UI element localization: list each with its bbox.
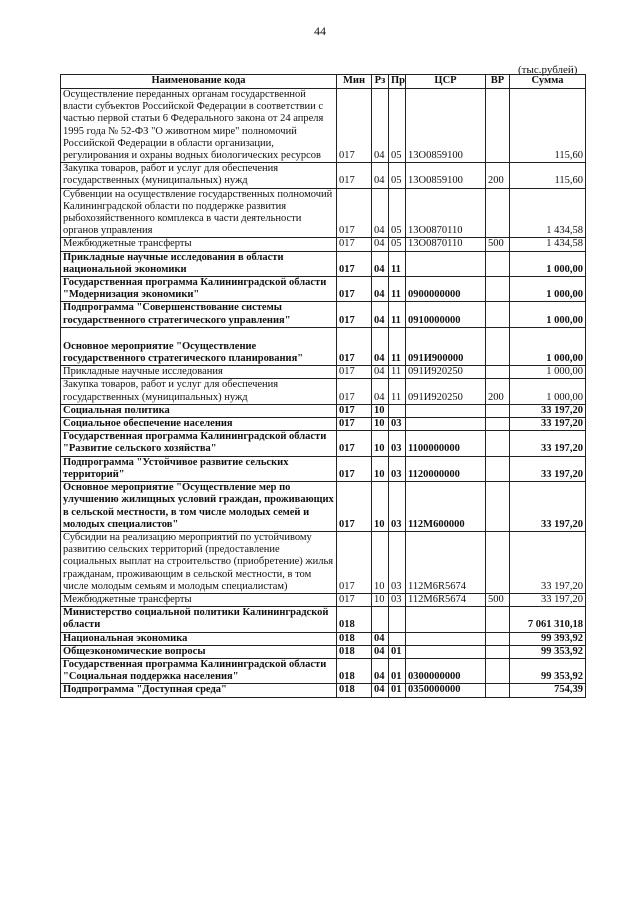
cell-sum: 1 000,00 <box>510 302 586 327</box>
table-row <box>61 456 586 481</box>
cell-rz: 04 <box>372 684 389 697</box>
cell-csr <box>406 607 486 632</box>
cell-pr: 03 <box>389 418 406 431</box>
cell-min: 017 <box>337 238 372 251</box>
table-row <box>61 404 586 417</box>
header-name: Наименование кода <box>61 75 337 89</box>
cell-rz: 10 <box>372 531 389 593</box>
cell-rz: 10 <box>372 593 389 606</box>
cell-csr: 112М6R5674 <box>406 531 486 593</box>
cell-csr: 0900000000 <box>406 277 486 302</box>
cell-vr: 500 <box>486 593 510 606</box>
cell-name: Государственная программа Калининградской области "Модернизация экономики" <box>61 277 337 302</box>
cell-name: Социальная политика <box>61 404 337 417</box>
cell-sum: 33 197,20 <box>510 482 586 532</box>
cell-csr <box>406 645 486 658</box>
cell-csr: 112М6R5674 <box>406 593 486 606</box>
cell-sum: 33 197,20 <box>510 404 586 417</box>
cell-vr <box>486 188 510 238</box>
cell-min: 017 <box>337 188 372 238</box>
cell-rz: 04 <box>372 366 389 379</box>
cell-vr: 200 <box>486 163 510 188</box>
table-row <box>61 482 586 532</box>
cell-sum: 1 000,00 <box>510 366 586 379</box>
cell-rz: 04 <box>372 327 389 365</box>
table-row <box>61 188 586 238</box>
page-number: 44 <box>314 24 326 38</box>
cell-min: 017 <box>337 456 372 481</box>
cell-rz: 04 <box>372 89 389 163</box>
cell-sum: 99 393,92 <box>510 632 586 645</box>
cell-pr: 03 <box>389 456 406 481</box>
table-row <box>61 531 586 593</box>
cell-vr <box>486 302 510 327</box>
cell-pr: 05 <box>389 188 406 238</box>
cell-csr <box>406 251 486 276</box>
cell-vr <box>486 404 510 417</box>
cell-name: Подпрограмма "Совершенствование системы государственного стратегического управления" <box>61 302 337 327</box>
cell-pr: 03 <box>389 593 406 606</box>
table-row <box>61 431 586 456</box>
cell-sum: 115,60 <box>510 163 586 188</box>
cell-min: 017 <box>337 431 372 456</box>
header-sum: Сумма <box>510 75 586 89</box>
cell-rz: 04 <box>372 163 389 188</box>
cell-csr <box>406 418 486 431</box>
cell-rz: 04 <box>372 658 389 683</box>
cell-name: Осуществление переданных органам государственной власти субъектов Российской Федерации в соответствии с частью первой статьи 6 Федерального закона от 24 апреля 1995 года № 52-ФЗ "О животном мире" полномочий Российской Федерации в области организации, регулирования и охраны водных биологических ресурсов <box>61 89 337 163</box>
cell-rz: 10 <box>372 456 389 481</box>
cell-pr: 11 <box>389 379 406 404</box>
cell-csr: 13О0870110 <box>406 188 486 238</box>
table-row <box>61 251 586 276</box>
cell-pr: 11 <box>389 327 406 365</box>
cell-pr: 05 <box>389 238 406 251</box>
cell-pr: 03 <box>389 431 406 456</box>
cell-sum: 1 000,00 <box>510 251 586 276</box>
table-row <box>61 302 586 327</box>
cell-rz: 04 <box>372 379 389 404</box>
cell-name: Государственная программа Калининградской области "Развитие сельского хозяйства" <box>61 431 337 456</box>
table-row <box>61 89 586 163</box>
cell-csr: 091И920250 <box>406 379 486 404</box>
cell-rz: 10 <box>372 482 389 532</box>
cell-rz: 10 <box>372 418 389 431</box>
cell-min: 017 <box>337 163 372 188</box>
budget-table <box>60 74 586 698</box>
cell-pr: 11 <box>389 366 406 379</box>
cell-csr: 0910000000 <box>406 302 486 327</box>
cell-pr: 01 <box>389 658 406 683</box>
header-vr: ВР <box>486 75 510 89</box>
cell-min: 017 <box>337 89 372 163</box>
cell-sum: 115,60 <box>510 89 586 163</box>
cell-pr: 05 <box>389 163 406 188</box>
cell-min: 017 <box>337 418 372 431</box>
table-row <box>61 327 586 365</box>
cell-sum: 99 353,92 <box>510 645 586 658</box>
cell-vr <box>486 607 510 632</box>
cell-sum: 1 434,58 <box>510 188 586 238</box>
cell-sum: 7 061 310,18 <box>510 607 586 632</box>
cell-min: 018 <box>337 658 372 683</box>
cell-vr <box>486 456 510 481</box>
cell-min: 017 <box>337 251 372 276</box>
cell-name: Прикладные научные исследования в области национальной экономики <box>61 251 337 276</box>
cell-name: Социальное обеспечение населения <box>61 418 337 431</box>
cell-min: 018 <box>337 684 372 697</box>
cell-sum: 33 197,20 <box>510 418 586 431</box>
table-row <box>61 277 586 302</box>
cell-min: 017 <box>337 531 372 593</box>
cell-name: Подпрограмма "Доступная среда" <box>61 684 337 697</box>
cell-csr: 0350000000 <box>406 684 486 697</box>
cell-min: 017 <box>337 277 372 302</box>
cell-min: 017 <box>337 482 372 532</box>
table-row <box>61 418 586 431</box>
cell-sum: 1 000,00 <box>510 277 586 302</box>
cell-vr <box>486 251 510 276</box>
cell-pr: 03 <box>389 482 406 532</box>
cell-name: Субсидии на реализацию мероприятий по устойчивому развитию сельских территорий (предоставление социальных выплат на строительство (приобретение) жилья гражданам, проживающим в сельской местности, в том числе молодым семьям и молодым специалистам) <box>61 531 337 593</box>
cell-name: Межбюджетные трансферты <box>61 238 337 251</box>
cell-sum: 33 197,20 <box>510 431 586 456</box>
cell-csr: 091И900000 <box>406 327 486 365</box>
header-pr: Пр <box>389 75 406 89</box>
cell-name: Межбюджетные трансферты <box>61 593 337 606</box>
cell-pr: 01 <box>389 684 406 697</box>
cell-vr <box>486 277 510 302</box>
cell-pr: 11 <box>389 277 406 302</box>
cell-rz: 04 <box>372 238 389 251</box>
cell-pr: 01 <box>389 645 406 658</box>
cell-name: Основное мероприятие "Осуществление мер по улучшению жилищных условий граждан, проживающих в сельской местности, в том числе молодых семей и молодых специалистов" <box>61 482 337 532</box>
cell-vr <box>486 431 510 456</box>
cell-csr: 112М600000 <box>406 482 486 532</box>
header-csr: ЦСР <box>406 75 486 89</box>
cell-vr <box>486 645 510 658</box>
cell-csr: 091И920250 <box>406 366 486 379</box>
cell-rz: 04 <box>372 251 389 276</box>
table-row <box>61 163 586 188</box>
cell-min: 018 <box>337 645 372 658</box>
cell-name: Общеэкономические вопросы <box>61 645 337 658</box>
cell-pr: 11 <box>389 251 406 276</box>
cell-vr: 200 <box>486 379 510 404</box>
cell-rz: 04 <box>372 277 389 302</box>
table-row <box>61 379 586 404</box>
cell-min: 017 <box>337 404 372 417</box>
table-row <box>61 366 586 379</box>
cell-sum: 99 353,92 <box>510 658 586 683</box>
cell-vr: 500 <box>486 238 510 251</box>
cell-name: Министерство социальной политики Калининградской области <box>61 607 337 632</box>
cell-name: Подпрограмма "Устойчивое развитие сельских территорий" <box>61 456 337 481</box>
cell-min: 017 <box>337 302 372 327</box>
table-row <box>61 684 586 697</box>
table-row <box>61 607 586 632</box>
cell-vr <box>486 684 510 697</box>
table-row <box>61 645 586 658</box>
cell-min: 018 <box>337 607 372 632</box>
cell-sum: 33 197,20 <box>510 531 586 593</box>
cell-rz: 04 <box>372 645 389 658</box>
cell-name: Основное мероприятие "Осуществление государственного стратегического планирования" <box>61 327 337 365</box>
cell-vr <box>486 418 510 431</box>
cell-csr <box>406 632 486 645</box>
table-row <box>61 593 586 606</box>
cell-pr: 11 <box>389 302 406 327</box>
cell-min: 018 <box>337 632 372 645</box>
cell-name: Субвенции на осуществление государственных полномочий Калининградской области по поддержке развития рыбохозяйственного комплекса в части деятельности органов управления <box>61 188 337 238</box>
cell-csr <box>406 404 486 417</box>
header-min: Мин <box>337 75 372 89</box>
cell-sum: 33 197,20 <box>510 593 586 606</box>
cell-csr: 13О0859100 <box>406 89 486 163</box>
cell-pr: 05 <box>389 89 406 163</box>
cell-sum: 754,39 <box>510 684 586 697</box>
cell-pr <box>389 607 406 632</box>
cell-min: 017 <box>337 379 372 404</box>
table-row <box>61 632 586 645</box>
cell-min: 017 <box>337 327 372 365</box>
cell-rz: 04 <box>372 632 389 645</box>
cell-rz: 04 <box>372 302 389 327</box>
cell-vr <box>486 366 510 379</box>
cell-csr: 1120000000 <box>406 456 486 481</box>
cell-rz <box>372 607 389 632</box>
units-label: (тыс.рублей) <box>518 64 578 76</box>
cell-vr <box>486 89 510 163</box>
cell-vr <box>486 327 510 365</box>
cell-sum: 33 197,20 <box>510 456 586 481</box>
cell-sum: 1 000,00 <box>510 379 586 404</box>
cell-name: Закупка товаров, работ и услуг для обеспечения государственных (муниципальных) нужд <box>61 163 337 188</box>
cell-min: 017 <box>337 593 372 606</box>
header-rz: Рз <box>372 75 389 89</box>
cell-csr: 13О0859100 <box>406 163 486 188</box>
cell-sum: 1 434,58 <box>510 238 586 251</box>
cell-rz: 04 <box>372 188 389 238</box>
cell-pr: 03 <box>389 531 406 593</box>
cell-vr <box>486 632 510 645</box>
cell-pr <box>389 632 406 645</box>
cell-name: Прикладные научные исследования <box>61 366 337 379</box>
cell-csr: 0300000000 <box>406 658 486 683</box>
cell-pr <box>389 404 406 417</box>
cell-vr <box>486 482 510 532</box>
cell-name: Национальная экономика <box>61 632 337 645</box>
cell-csr: 13О0870110 <box>406 238 486 251</box>
cell-sum: 1 000,00 <box>510 327 586 365</box>
cell-vr <box>486 531 510 593</box>
table-row <box>61 238 586 251</box>
cell-name: Закупка товаров, работ и услуг для обеспечения государственных (муниципальных) нужд <box>61 379 337 404</box>
table-header-row <box>61 75 586 89</box>
cell-csr: 1100000000 <box>406 431 486 456</box>
cell-rz: 10 <box>372 404 389 417</box>
cell-min: 017 <box>337 366 372 379</box>
table-row <box>61 658 586 683</box>
cell-rz: 10 <box>372 431 389 456</box>
cell-vr <box>486 658 510 683</box>
cell-name: Государственная программа Калининградской области "Социальная поддержка населения" <box>61 658 337 683</box>
